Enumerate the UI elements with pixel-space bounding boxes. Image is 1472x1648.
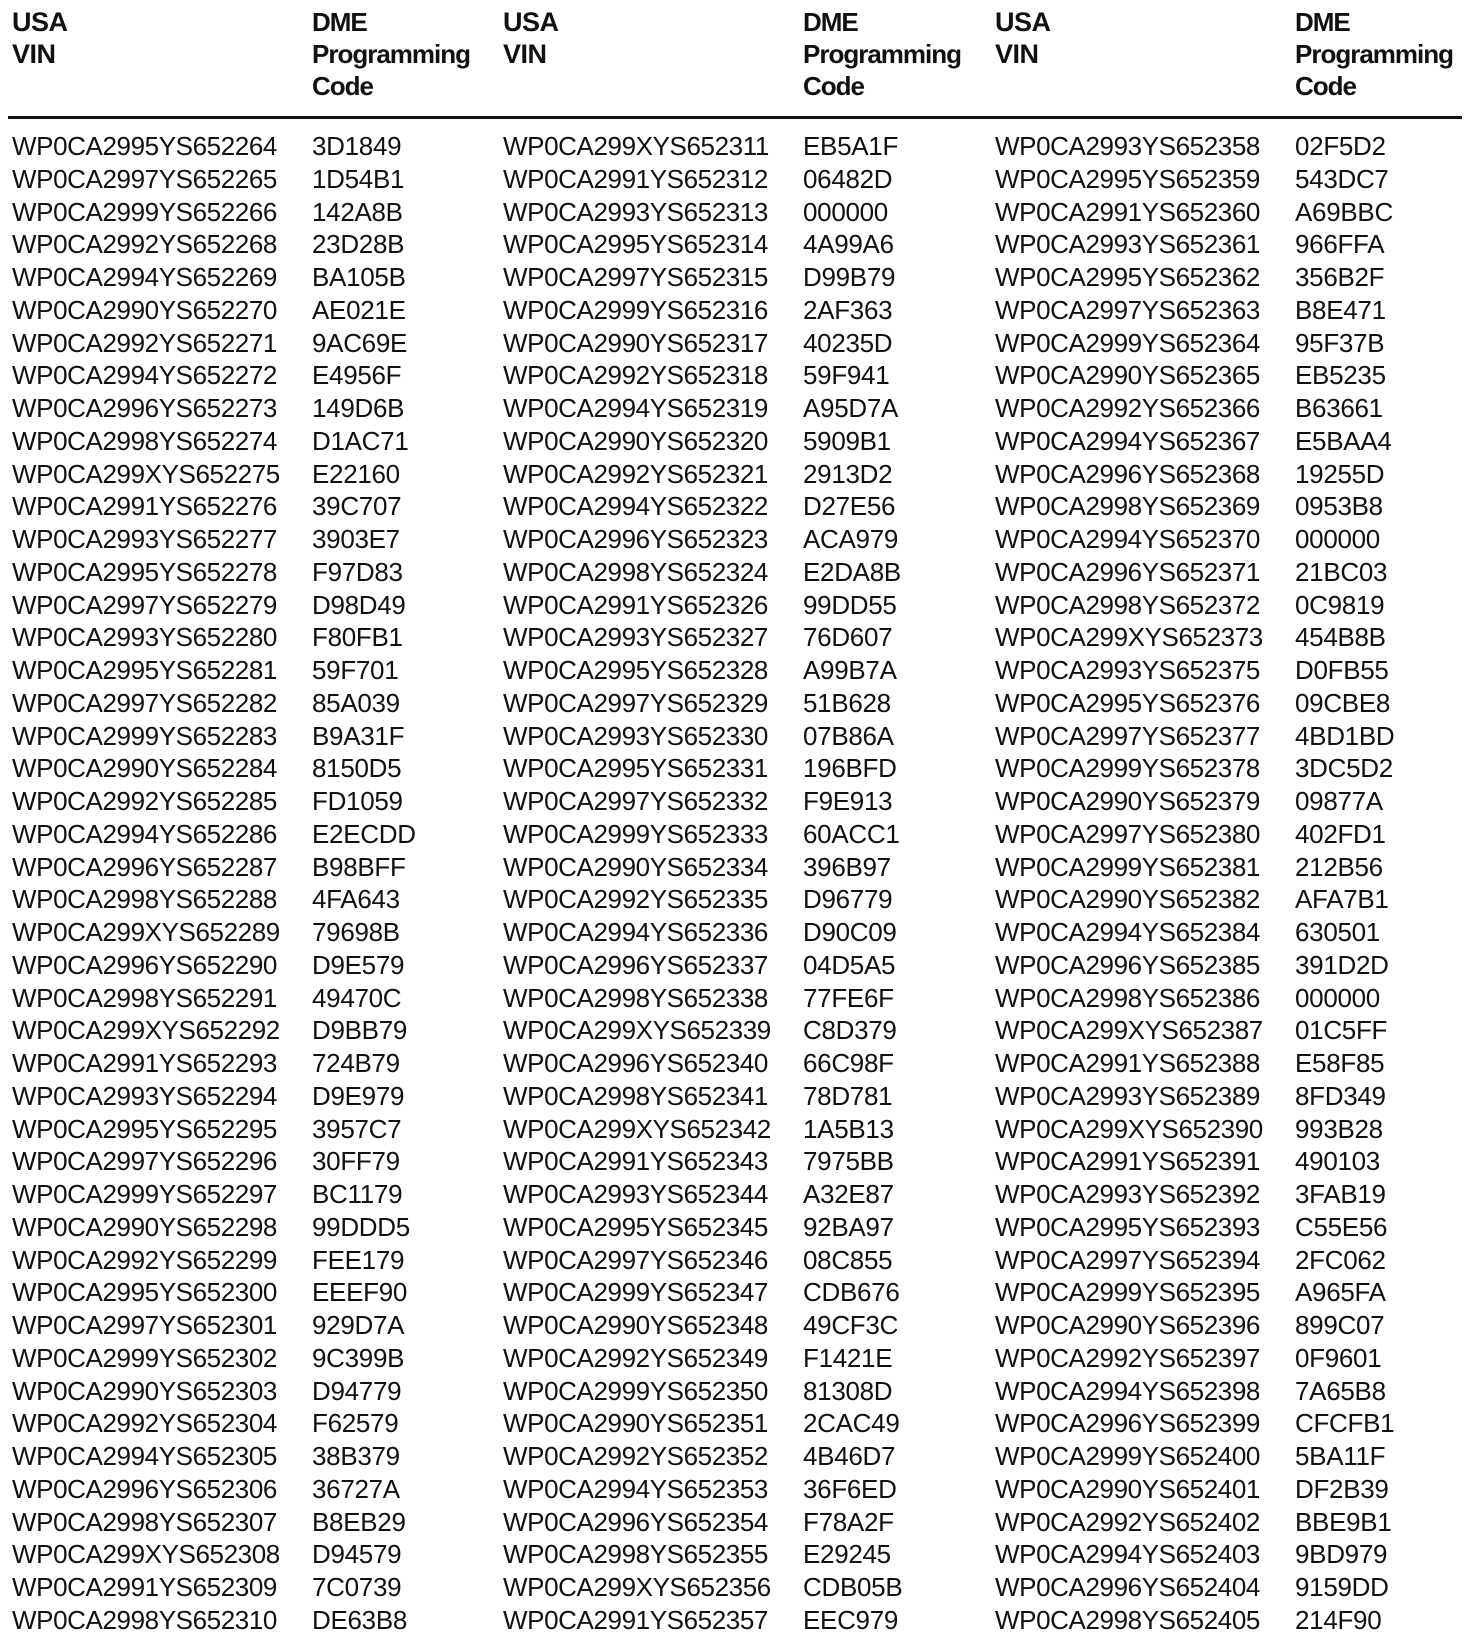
dme-code-cell: 08C855 <box>803 1244 893 1275</box>
dme-code-cell: 9AC69E <box>312 327 408 358</box>
vin-cell: WP0CA2993YS652313 <box>503 196 768 227</box>
dme-code-cell: 4A99A6 <box>803 229 894 260</box>
vin-cell: WP0CA2993YS652375 <box>995 655 1260 685</box>
vin-cell: WP0CA2990YS652401 <box>995 1473 1260 1504</box>
dme-code-cell: D9E579 <box>312 949 405 980</box>
dme-code-cell: D9BB79 <box>312 1015 408 1046</box>
vin-cell: WP0CA2995YS652281 <box>12 655 277 685</box>
dme-code-cell: 81308D <box>803 1375 893 1406</box>
dme-code-cell: B8E471 <box>1295 294 1386 325</box>
vin-cell: WP0CA2994YS652398 <box>995 1375 1260 1406</box>
vin-cell: WP0CA2994YS652403 <box>995 1539 1260 1570</box>
dme-code-cell: E4956F <box>312 360 402 391</box>
vin-cell: WP0CA2996YS652273 <box>12 393 277 423</box>
vin-cell: WP0CA2993YS652277 <box>12 524 277 554</box>
vin-cell: WP0CA2999YS652364 <box>995 327 1260 358</box>
dme-code-cell: 214F90 <box>1295 1604 1382 1635</box>
dme-code-cell: 60ACC1 <box>803 818 900 849</box>
dme-code-cell: 49470C <box>312 982 402 1013</box>
vin-cell: WP0CA2999YS652347 <box>503 1277 768 1308</box>
vin-cell: WP0CA299XYS652373 <box>995 622 1263 653</box>
dme-code-cell: CFCFB1 <box>1295 1408 1395 1439</box>
vin-cell: WP0CA2993YS652344 <box>503 1179 768 1209</box>
vin-cell: WP0CA2997YS652363 <box>995 294 1260 325</box>
vin-cell: WP0CA2996YS652323 <box>503 524 768 554</box>
dme-code-cell: D0FB55 <box>1295 655 1389 685</box>
dme-code-cell: A95D7A <box>803 393 899 423</box>
dme-code-cell: F1421E <box>803 1342 893 1373</box>
dme-code-cell: 19255D <box>1295 458 1385 489</box>
vin-cell: WP0CA2996YS652385 <box>995 949 1260 980</box>
vin-cell: WP0CA2993YS652361 <box>995 229 1260 260</box>
vin-cell: WP0CA2990YS652284 <box>12 753 277 784</box>
vin-cell: WP0CA2999YS652283 <box>12 720 277 751</box>
vin-cell: WP0CA2996YS652354 <box>503 1506 768 1537</box>
dme-code-cell: 4B46D7 <box>803 1441 896 1471</box>
vin-cell: WP0CA2994YS652305 <box>12 1441 277 1471</box>
vin-cell: WP0CA2993YS652327 <box>503 622 768 653</box>
dme-code-cell: 36F6ED <box>803 1473 897 1504</box>
vin-cell: WP0CA299XYS652289 <box>12 917 280 947</box>
header-dme-programming-code: DME Programming Code <box>312 7 471 101</box>
vin-cell: WP0CA2997YS652346 <box>503 1244 768 1275</box>
vin-cell: WP0CA2998YS652288 <box>12 884 277 915</box>
vin-cell: WP0CA2998YS652274 <box>12 425 277 456</box>
dme-code-cell: 724B79 <box>312 1048 400 1078</box>
vin-cell: WP0CA2990YS652303 <box>12 1375 277 1406</box>
dme-code-cell: F97D83 <box>312 556 403 587</box>
dme-code-cell: 2CAC49 <box>803 1408 900 1439</box>
vin-cell: WP0CA2999YS652381 <box>995 851 1260 882</box>
dme-code-cell: E5BAA4 <box>1295 425 1392 456</box>
vin-cell: WP0CA2992YS652299 <box>12 1244 277 1275</box>
dme-code-cell: 9159DD <box>1295 1572 1389 1602</box>
vin-cell: WP0CA299XYS652275 <box>12 458 280 489</box>
dme-code-cell: 3FAB19 <box>1295 1179 1386 1209</box>
dme-code-cell: 40235D <box>803 327 893 358</box>
vin-cell: WP0CA2997YS652377 <box>995 720 1260 751</box>
dme-code-cell: 99DD55 <box>803 589 897 620</box>
dme-code-cell: 396B97 <box>803 851 891 882</box>
vin-cell: WP0CA2998YS652355 <box>503 1539 768 1570</box>
dme-code-cell: 4BD1BD <box>1295 720 1395 751</box>
dme-code-cell: 7975BB <box>803 1146 894 1177</box>
dme-code-cell: 51B628 <box>803 687 891 718</box>
dme-code-cell: C8D379 <box>803 1015 897 1046</box>
dme-code-cell: 1A5B13 <box>803 1113 894 1144</box>
dme-code-cell: 993B28 <box>1295 1113 1383 1144</box>
dme-code-cell: 95F37B <box>1295 327 1385 358</box>
dme-code-cell: ACA979 <box>803 524 899 554</box>
dme-code-cell: 966FFA <box>1295 229 1385 260</box>
vin-cell: WP0CA2999YS652333 <box>503 818 768 849</box>
dme-code-cell: 36727A <box>312 1473 400 1504</box>
dme-code-cell: 899C07 <box>1295 1310 1385 1340</box>
vin-cell: WP0CA2994YS652322 <box>503 491 768 522</box>
header-rule <box>8 116 1462 119</box>
dme-code-cell: EB5235 <box>1295 360 1386 391</box>
dme-code-cell: 39C707 <box>312 491 402 522</box>
vin-cell: WP0CA2996YS652306 <box>12 1473 277 1504</box>
vin-cell: WP0CA2992YS652321 <box>503 458 768 489</box>
header-usa-vin: USA VIN <box>503 7 558 69</box>
vin-cell: WP0CA2992YS652318 <box>503 360 768 391</box>
dme-code-cell: D96779 <box>803 884 893 915</box>
vin-cell: WP0CA2994YS652319 <box>503 393 768 423</box>
vin-cell: WP0CA299XYS652311 <box>503 131 769 161</box>
vin-cell: WP0CA2996YS652340 <box>503 1048 768 1078</box>
vin-cell: WP0CA2995YS652328 <box>503 655 768 685</box>
vin-cell: WP0CA2995YS652278 <box>12 556 277 587</box>
header-usa-vin: USA VIN <box>12 7 67 69</box>
vin-cell: WP0CA299XYS652342 <box>503 1113 771 1144</box>
vin-cell: WP0CA2998YS652372 <box>995 589 1260 620</box>
vin-cell: WP0CA299XYS652387 <box>995 1015 1263 1046</box>
dme-code-cell: 402FD1 <box>1295 818 1386 849</box>
vin-cell: WP0CA2992YS652335 <box>503 884 768 915</box>
dme-code-cell: 30FF79 <box>312 1146 400 1177</box>
vin-cell: WP0CA2990YS652348 <box>503 1310 768 1340</box>
dme-code-cell: E29245 <box>803 1539 891 1570</box>
dme-code-cell: 2913D2 <box>803 458 893 489</box>
vin-cell: WP0CA2993YS652294 <box>12 1080 277 1111</box>
vin-cell: WP0CA2991YS652326 <box>503 589 768 620</box>
vin-cell: WP0CA2991YS652388 <box>995 1048 1260 1078</box>
vin-cell: WP0CA2998YS652369 <box>995 491 1260 522</box>
dme-code-cell: B63661 <box>1295 393 1383 423</box>
vin-cell: WP0CA2999YS652302 <box>12 1342 277 1373</box>
vin-cell: WP0CA2997YS652301 <box>12 1310 277 1340</box>
dme-code-cell: FEE179 <box>312 1244 405 1275</box>
vin-cell: WP0CA2992YS652397 <box>995 1342 1260 1373</box>
vin-cell: WP0CA2996YS652287 <box>12 851 277 882</box>
dme-code-cell: 2FC062 <box>1295 1244 1386 1275</box>
vin-cell: WP0CA2991YS652343 <box>503 1146 768 1177</box>
dme-code-cell: EEEF90 <box>312 1277 408 1308</box>
dme-code-cell: 7A65B8 <box>1295 1375 1386 1406</box>
dme-code-cell: 543DC7 <box>1295 163 1389 194</box>
dme-code-cell: F80FB1 <box>312 622 403 653</box>
header-dme-programming-code: DME Programming Code <box>803 7 962 101</box>
vin-cell: WP0CA299XYS652390 <box>995 1113 1263 1144</box>
dme-code-cell: 5BA11F <box>1295 1441 1386 1471</box>
dme-code-cell: 92BA97 <box>803 1211 894 1242</box>
vin-cell: WP0CA2992YS652366 <box>995 393 1260 423</box>
dme-code-cell: 66C98F <box>803 1048 894 1078</box>
vin-cell: WP0CA2992YS652349 <box>503 1342 768 1373</box>
vin-cell: WP0CA2995YS652300 <box>12 1277 277 1308</box>
dme-code-cell: A32E87 <box>803 1179 894 1209</box>
dme-code-cell: E22160 <box>312 458 400 489</box>
vin-cell: WP0CA2996YS652337 <box>503 949 768 980</box>
vin-cell: WP0CA2992YS652268 <box>12 229 277 260</box>
vin-cell: WP0CA2996YS652290 <box>12 949 277 980</box>
dme-code-cell: B98BFF <box>312 851 406 882</box>
dme-code-cell: BC1179 <box>312 1179 403 1209</box>
dme-code-cell: D1AC71 <box>312 425 409 456</box>
dme-code-cell: 23D28B <box>312 229 405 260</box>
header-dme-programming-code: DME Programming Code <box>1295 7 1454 101</box>
vin-cell: WP0CA2994YS652370 <box>995 524 1260 554</box>
dme-code-cell: F9E913 <box>803 786 893 816</box>
dme-code-cell: 196BFD <box>803 753 897 784</box>
vin-cell: WP0CA2998YS652338 <box>503 982 768 1013</box>
vin-cell: WP0CA2997YS652394 <box>995 1244 1260 1275</box>
dme-code-cell: 149D6B <box>312 393 405 423</box>
dme-code-cell: 3903E7 <box>312 524 400 554</box>
dme-code-cell: 0F9601 <box>1295 1342 1382 1373</box>
dme-code-cell: BA105B <box>312 262 406 292</box>
dme-code-cell: FD1059 <box>312 786 403 816</box>
vin-cell: WP0CA2992YS652304 <box>12 1408 277 1439</box>
dme-code-cell: EB5A1F <box>803 131 899 161</box>
vin-cell: WP0CA2991YS652309 <box>12 1572 277 1602</box>
vin-cell: WP0CA2999YS652316 <box>503 294 768 325</box>
vin-cell: WP0CA2993YS652358 <box>995 131 1260 161</box>
vin-cell: WP0CA2996YS652399 <box>995 1408 1260 1439</box>
vin-cell: WP0CA2992YS652352 <box>503 1441 768 1471</box>
vin-cell: WP0CA2995YS652264 <box>12 131 277 161</box>
vin-cell: WP0CA2991YS652312 <box>503 163 768 194</box>
vin-cell: WP0CA2999YS652350 <box>503 1375 768 1406</box>
vin-cell: WP0CA2998YS652386 <box>995 982 1260 1013</box>
dme-code-cell: 630501 <box>1295 917 1380 947</box>
vin-cell: WP0CA2995YS652359 <box>995 163 1260 194</box>
vin-cell: WP0CA2991YS652276 <box>12 491 277 522</box>
vin-cell: WP0CA2998YS652405 <box>995 1604 1260 1635</box>
dme-code-cell: 77FE6F <box>803 982 894 1013</box>
vin-cell: WP0CA2993YS652392 <box>995 1179 1260 1209</box>
dme-code-cell: B9A31F <box>312 720 405 751</box>
vin-cell: WP0CA2994YS652272 <box>12 360 277 391</box>
vin-cell: WP0CA2990YS652379 <box>995 786 1260 816</box>
vin-cell: WP0CA2995YS652393 <box>995 1211 1260 1242</box>
dme-code-cell: 79698B <box>312 917 400 947</box>
dme-code-cell: 09877A <box>1295 786 1383 816</box>
vin-cell: WP0CA2991YS652391 <box>995 1146 1260 1177</box>
dme-code-cell: 38B379 <box>312 1441 400 1471</box>
vin-cell: WP0CA2998YS652341 <box>503 1080 768 1111</box>
vin-cell: WP0CA2997YS652265 <box>12 163 277 194</box>
vin-cell: WP0CA2999YS652297 <box>12 1179 277 1209</box>
dme-code-cell: D27E56 <box>803 491 896 522</box>
vin-cell: WP0CA2997YS652329 <box>503 687 768 718</box>
dme-code-cell: EEC979 <box>803 1604 899 1635</box>
dme-code-cell: B8EB29 <box>312 1506 406 1537</box>
dme-code-cell: 4FA643 <box>312 884 400 915</box>
vin-cell: WP0CA2990YS652396 <box>995 1310 1260 1340</box>
header-usa-vin: USA VIN <box>995 7 1050 69</box>
dme-code-cell: CDB676 <box>803 1277 900 1308</box>
vin-cell: WP0CA299XYS652308 <box>12 1539 280 1570</box>
vin-cell: WP0CA2997YS652332 <box>503 786 768 816</box>
dme-code-cell: 000000 <box>803 196 888 227</box>
dme-code-cell: DF2B39 <box>1295 1473 1389 1504</box>
dme-code-cell: 99DDD5 <box>312 1211 410 1242</box>
dme-code-cell: AE021E <box>312 294 406 325</box>
dme-code-cell: 391D2D <box>1295 949 1389 980</box>
dme-code-cell: 454B8B <box>1295 622 1386 653</box>
dme-code-cell: 2AF363 <box>803 294 893 325</box>
dme-code-cell: 85A039 <box>312 687 400 718</box>
vin-cell: WP0CA2990YS652382 <box>995 884 1260 915</box>
vin-cell: WP0CA2993YS652280 <box>12 622 277 653</box>
dme-code-cell: 21BC03 <box>1295 556 1388 587</box>
dme-code-cell: 3957C7 <box>312 1113 402 1144</box>
vin-cell: WP0CA2999YS652395 <box>995 1277 1260 1308</box>
vin-cell: WP0CA2994YS652367 <box>995 425 1260 456</box>
dme-code-cell: 000000 <box>1295 524 1380 554</box>
vin-cell: WP0CA2990YS652317 <box>503 327 768 358</box>
vin-cell: WP0CA2999YS652378 <box>995 753 1260 784</box>
dme-code-cell: 8150D5 <box>312 753 402 784</box>
dme-code-cell: D9E979 <box>312 1080 405 1111</box>
dme-code-cell: 78D781 <box>803 1080 893 1111</box>
dme-code-cell: 3DC5D2 <box>1295 753 1393 784</box>
vin-cell: WP0CA2991YS652357 <box>503 1604 768 1635</box>
dme-code-cell: 9BD979 <box>1295 1539 1388 1570</box>
dme-code-cell: 09CBE8 <box>1295 687 1391 718</box>
dme-code-cell: D94579 <box>312 1539 402 1570</box>
vin-cell: WP0CA2995YS652345 <box>503 1211 768 1242</box>
vin-cell: WP0CA299XYS652339 <box>503 1015 771 1046</box>
dme-code-cell: BBE9B1 <box>1295 1506 1392 1537</box>
dme-code-cell: 212B56 <box>1295 851 1383 882</box>
vin-cell: WP0CA2994YS652286 <box>12 818 277 849</box>
dme-code-cell: D94779 <box>312 1375 402 1406</box>
dme-code-cell: 929D7A <box>312 1310 405 1340</box>
dme-code-cell: 0C9819 <box>1295 589 1385 620</box>
dme-code-cell: 9C399B <box>312 1342 405 1373</box>
vin-cell: WP0CA2990YS652298 <box>12 1211 277 1242</box>
vin-cell: WP0CA2998YS652310 <box>12 1604 277 1635</box>
dme-code-cell: A69BBC <box>1295 196 1393 227</box>
vin-cell: WP0CA2998YS652291 <box>12 982 277 1013</box>
dme-code-cell: 8FD349 <box>1295 1080 1386 1111</box>
vin-cell: WP0CA2998YS652307 <box>12 1506 277 1537</box>
vin-cell: WP0CA2990YS652351 <box>503 1408 768 1439</box>
dme-code-cell: 49CF3C <box>803 1310 899 1340</box>
dme-code-cell: 490103 <box>1295 1146 1380 1177</box>
dme-code-cell: A99B7A <box>803 655 897 685</box>
vin-cell: WP0CA2992YS652402 <box>995 1506 1260 1537</box>
dme-code-cell: D90C09 <box>803 917 897 947</box>
vin-cell: WP0CA2995YS652331 <box>503 753 768 784</box>
vin-cell: WP0CA2990YS652365 <box>995 360 1260 391</box>
vin-cell: WP0CA2993YS652389 <box>995 1080 1260 1111</box>
dme-code-cell: D99B79 <box>803 262 896 292</box>
dme-code-cell: 01C5FF <box>1295 1015 1388 1046</box>
vin-cell: WP0CA2992YS652271 <box>12 327 277 358</box>
vin-cell: WP0CA2996YS652368 <box>995 458 1260 489</box>
vin-cell: WP0CA2997YS652380 <box>995 818 1260 849</box>
vin-cell: WP0CA2994YS652269 <box>12 262 277 292</box>
dme-code-cell: 356B2F <box>1295 262 1385 292</box>
vin-cell: WP0CA2995YS652376 <box>995 687 1260 718</box>
dme-code-cell: CDB05B <box>803 1572 903 1602</box>
vin-cell: WP0CA2995YS652314 <box>503 229 768 260</box>
dme-code-cell: 59F701 <box>312 655 399 685</box>
vin-cell: WP0CA2997YS652282 <box>12 687 277 718</box>
vin-cell: WP0CA2990YS652334 <box>503 851 768 882</box>
vin-cell: WP0CA2999YS652266 <box>12 196 277 227</box>
dme-code-cell: 02F5D2 <box>1295 131 1386 161</box>
vin-cell: WP0CA299XYS652292 <box>12 1015 280 1046</box>
dme-code-cell: 7C0739 <box>312 1572 402 1602</box>
vin-cell: WP0CA2991YS652293 <box>12 1048 277 1078</box>
vin-cell: WP0CA2997YS652315 <box>503 262 768 292</box>
dme-code-cell: 07B86A <box>803 720 894 751</box>
dme-code-cell: A965FA <box>1295 1277 1386 1308</box>
vin-cell: WP0CA2999YS652400 <box>995 1441 1260 1471</box>
dme-code-cell: 142A8B <box>312 196 403 227</box>
vin-cell: WP0CA2994YS652384 <box>995 917 1260 947</box>
dme-code-cell: 3D1849 <box>312 131 402 161</box>
dme-code-cell: 1D54B1 <box>312 163 405 194</box>
dme-code-cell: F62579 <box>312 1408 399 1439</box>
vin-cell: WP0CA299XYS652356 <box>503 1572 771 1602</box>
dme-code-cell: E58F85 <box>1295 1048 1385 1078</box>
vin-cell: WP0CA2990YS652320 <box>503 425 768 456</box>
dme-code-cell: 04D5A5 <box>803 949 896 980</box>
dme-code-cell: 000000 <box>1295 982 1380 1013</box>
dme-code-cell: D98D49 <box>312 589 406 620</box>
vin-cell: WP0CA2992YS652285 <box>12 786 277 816</box>
dme-code-cell: F78A2F <box>803 1506 894 1537</box>
vin-cell: WP0CA2997YS652296 <box>12 1146 277 1177</box>
vin-cell: WP0CA2990YS652270 <box>12 294 277 325</box>
vin-cell: WP0CA2995YS652295 <box>12 1113 277 1144</box>
vin-cell: WP0CA2998YS652324 <box>503 556 768 587</box>
vin-cell: WP0CA2994YS652353 <box>503 1473 768 1504</box>
dme-code-cell: C55E56 <box>1295 1211 1388 1242</box>
dme-code-cell: E2ECDD <box>312 818 416 849</box>
vin-cell: WP0CA2994YS652336 <box>503 917 768 947</box>
dme-code-cell: DE63B8 <box>312 1604 408 1635</box>
vin-cell: WP0CA2996YS652371 <box>995 556 1260 587</box>
dme-code-cell: 76D607 <box>803 622 893 653</box>
vin-cell: WP0CA2997YS652279 <box>12 589 277 620</box>
dme-code-cell: 06482D <box>803 163 893 194</box>
dme-code-cell: 59F941 <box>803 360 890 391</box>
vin-cell: WP0CA2995YS652362 <box>995 262 1260 292</box>
vin-cell: WP0CA2991YS652360 <box>995 196 1260 227</box>
dme-code-cell: E2DA8B <box>803 556 901 587</box>
dme-code-cell: 0953B8 <box>1295 491 1383 522</box>
vin-cell: WP0CA2993YS652330 <box>503 720 768 751</box>
dme-code-cell: AFA7B1 <box>1295 884 1389 915</box>
vin-cell: WP0CA2996YS652404 <box>995 1572 1260 1602</box>
dme-code-cell: 5909B1 <box>803 425 891 456</box>
